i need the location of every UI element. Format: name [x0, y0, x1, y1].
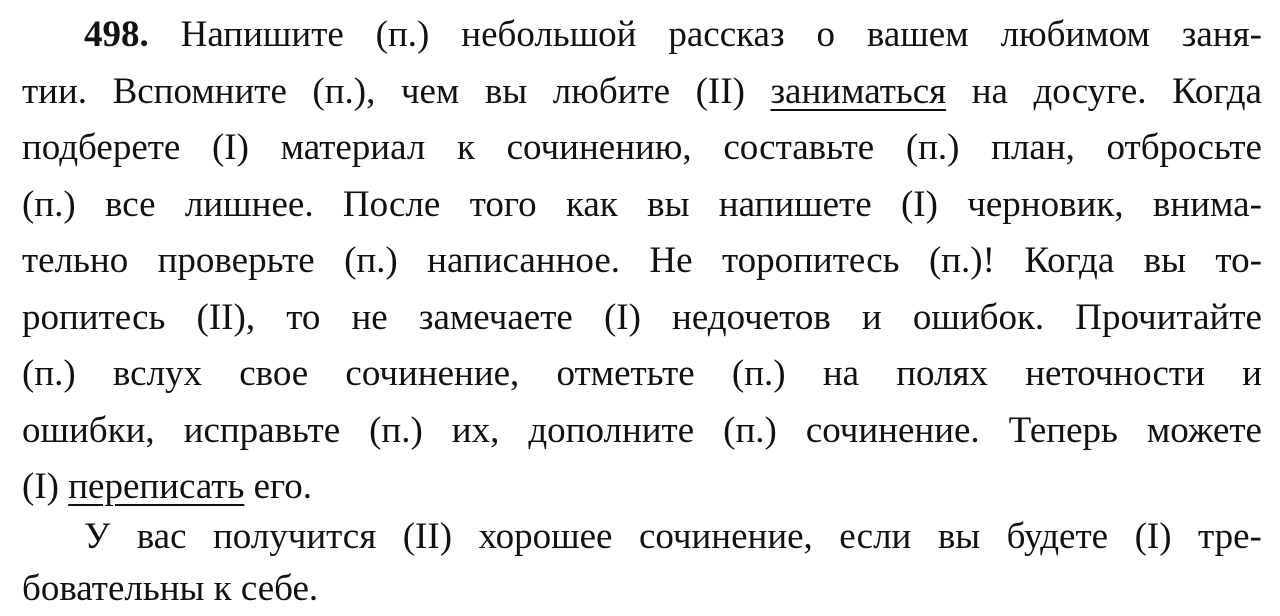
word: (п.)	[344, 240, 398, 281]
word: напишете	[718, 183, 872, 225]
word: (I)	[603, 296, 641, 338]
word: составьте	[723, 127, 875, 168]
word: на	[971, 70, 1008, 112]
word: сочинение,	[638, 516, 813, 557]
word: того	[469, 183, 537, 225]
word: сочинение.	[805, 409, 980, 451]
word: (п.)	[723, 409, 777, 451]
word: любимом	[1000, 14, 1150, 55]
word: тельно	[22, 240, 129, 281]
word: (I)	[211, 127, 249, 168]
word: вас	[136, 516, 187, 557]
word: (I)	[900, 183, 938, 225]
word: (I)	[1134, 516, 1172, 557]
word: о	[816, 14, 835, 55]
text-line	[0, 8, 1280, 62]
word: Напишите	[180, 14, 344, 55]
word: получится	[213, 516, 377, 557]
word: рассказ	[668, 14, 785, 55]
text-line	[0, 291, 1280, 345]
underlined-word: переписать	[68, 466, 245, 507]
word: все	[105, 183, 156, 225]
word: сочинение,	[345, 353, 520, 394]
word: сочинению,	[506, 127, 692, 168]
word: и	[861, 296, 882, 338]
text-line	[0, 404, 1280, 458]
word: чем	[400, 70, 460, 112]
word: досуге.	[1033, 70, 1147, 112]
word: Прочитайте	[1075, 296, 1262, 338]
word: Когда	[1172, 70, 1262, 112]
word: недочетов	[672, 296, 831, 338]
word: полях	[896, 353, 989, 394]
text-line	[0, 510, 1280, 564]
underlined-word: заниматься	[770, 70, 947, 112]
text-line	[0, 178, 1280, 232]
word: лишнее.	[184, 183, 314, 225]
word: (п.)	[375, 14, 430, 55]
word: (п.)!	[928, 240, 995, 281]
word: вы	[647, 183, 690, 225]
text-segment: его.	[244, 466, 313, 507]
word: то	[286, 296, 321, 338]
word: к	[456, 127, 475, 168]
word: если	[839, 516, 912, 557]
word: будете	[1006, 516, 1109, 557]
word: (II)	[402, 516, 453, 557]
word: После	[342, 183, 441, 225]
word: (п.)	[731, 353, 786, 394]
text-line	[0, 347, 1280, 401]
word: заня-	[1181, 14, 1262, 55]
word: план,	[991, 127, 1075, 168]
word: любите	[552, 70, 671, 112]
word: Не	[649, 240, 693, 281]
word: (п.)	[369, 409, 423, 451]
word: ошибки,	[22, 409, 155, 451]
word: вы	[484, 70, 528, 112]
text-line	[0, 121, 1280, 175]
word: отбросьте	[1106, 127, 1262, 168]
word: и	[1242, 353, 1262, 394]
word: хорошее	[478, 516, 613, 557]
word: У	[84, 516, 111, 557]
text-line	[0, 65, 1280, 119]
word: (п.)	[22, 353, 76, 394]
word: вслух	[112, 353, 203, 394]
word: небольшой	[461, 14, 637, 55]
word: вы	[937, 516, 981, 557]
word: на	[822, 353, 860, 394]
word: не	[351, 296, 388, 338]
word: (п.)	[905, 127, 960, 168]
word: тии.	[22, 70, 88, 112]
word: как	[565, 183, 618, 225]
text-segment: (I)	[22, 466, 69, 507]
word: внима-	[1152, 183, 1262, 225]
word: (II),	[196, 296, 256, 338]
word: ропитесь	[22, 296, 166, 338]
word: ошибок.	[912, 296, 1045, 338]
word: (II)	[695, 70, 745, 112]
word: отметьте	[556, 353, 695, 394]
word: торопитесь	[721, 240, 900, 281]
word: вашем	[866, 14, 969, 55]
word: (п.)	[22, 183, 76, 225]
word: замечаете	[418, 296, 573, 338]
paragraph-2-last-line: бовательны к себе.	[22, 568, 319, 609]
word: неточности	[1025, 353, 1205, 394]
word: (п.),	[312, 70, 376, 112]
word: Вспомните	[112, 70, 287, 112]
exercise-number: 498.	[84, 14, 149, 55]
word: черновик,	[967, 183, 1124, 225]
word: Когда	[1024, 240, 1115, 281]
word: написанное.	[427, 240, 621, 281]
word: их,	[451, 409, 500, 451]
word: можете	[1146, 409, 1262, 451]
word: материал	[280, 127, 426, 168]
word: Теперь	[1008, 409, 1118, 451]
word: тре-	[1198, 516, 1262, 557]
word: вы	[1143, 240, 1186, 281]
text-line	[0, 234, 1280, 288]
word: свое	[239, 353, 309, 394]
word: то-	[1215, 240, 1262, 281]
word: исправьте	[183, 409, 341, 451]
word: подберете	[22, 127, 181, 168]
word: дополните	[528, 409, 695, 451]
word: проверьте	[157, 240, 315, 281]
paragraph-1-last-line	[0, 460, 1280, 514]
